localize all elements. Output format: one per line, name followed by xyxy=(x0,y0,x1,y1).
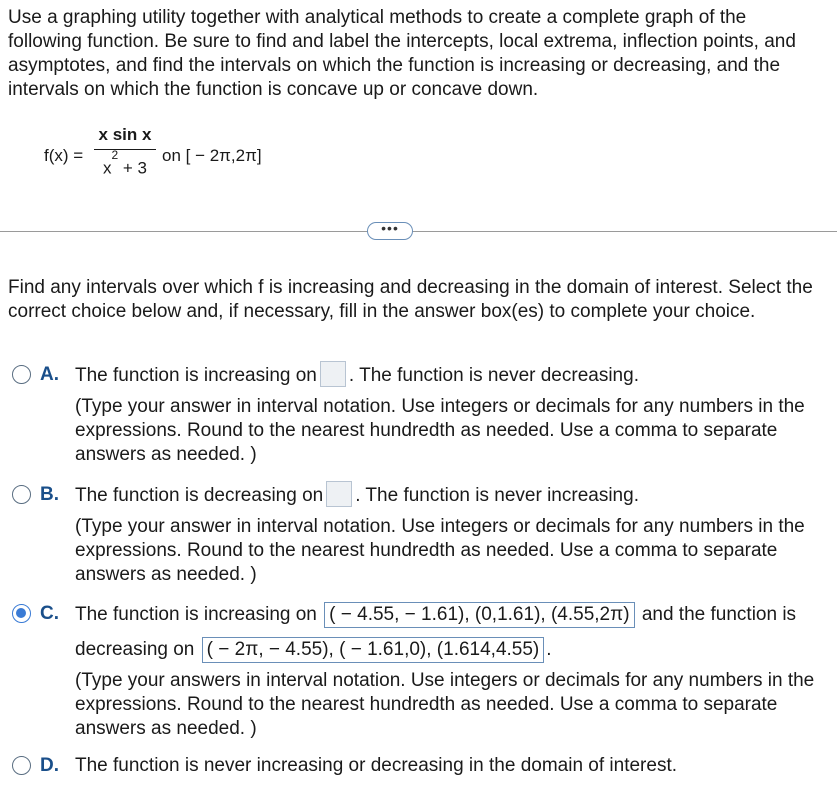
radio-a[interactable] xyxy=(12,365,31,384)
problem-statement: Use a graphing utility together with analytical methods to create a complete graph of the following function. Be sure to find and label the intercepts, local extrema, inflection points, and asymptotes, and find the intervals on which the function is increasing or decreasing, and the intervals on which the function is concave up or concave down. xyxy=(8,7,796,100)
fraction xyxy=(94,124,156,178)
choice-c-after: . xyxy=(546,639,552,660)
choice-b-before: The function is decreasing on xyxy=(75,485,324,507)
increasing-answer-box[interactable]: ( − 4.55, − 1.61), (0,1.61), (4.55,2π) xyxy=(324,602,634,628)
choice-a-hint: (Type your answer in interval notation. Use integers or decimals for any numbers in the expressions. Round to the nearest hundredth as needed. Use a comma to separate answers as needed. ) xyxy=(75,396,805,465)
numerator: x sin x xyxy=(98,125,152,144)
question-text: Find any intervals over which f is increasing and decreasing in the domain of interest. Select the correct choice below and, if necessary, fill in the answer box(es) to complete your choice. xyxy=(8,277,813,322)
denominator-rest: + 3 xyxy=(118,158,148,178)
decreasing-answer-box[interactable]: ( − 2π, − 4.55), ( − 1.61,0), (1.614,4.55) xyxy=(202,637,545,663)
choice-c-line2-before: decreasing on xyxy=(75,639,195,660)
denominator-base: x xyxy=(102,158,112,178)
denominator xyxy=(94,148,156,178)
choice-a-after: . The function is never decreasing. xyxy=(348,365,639,387)
expand-more-button[interactable]: ••• xyxy=(367,222,413,240)
choice-d-letter: D. xyxy=(40,755,59,776)
answer-box-a[interactable] xyxy=(320,361,346,387)
choice-a-letter: A. xyxy=(40,364,59,385)
choice-d-text: The function is never increasing or decreasing in the domain of interest. xyxy=(75,755,677,776)
choice-c-middle: and the function is xyxy=(641,604,797,625)
denominator-exponent: 2 xyxy=(111,148,119,162)
choice-b-after: . The function is never increasing. xyxy=(355,485,639,507)
fraction-bar xyxy=(94,149,156,150)
domain-text: on [ − 2π,2π] xyxy=(162,146,262,165)
choice-b-hint: (Type your answer in interval notation. Use integers or decimals for any numbers in the expressions. Round to the nearest hundredth as needed. Use a comma to separate answers as needed. ) xyxy=(75,516,805,585)
function-label: f(x) = xyxy=(44,146,84,165)
choice-a-before: The function is increasing on xyxy=(75,365,317,387)
radio-b[interactable] xyxy=(12,485,31,504)
choice-c-before: The function is increasing on xyxy=(75,604,317,625)
choice-c-hint: (Type your answers in interval notation. Use integers or decimals for any numbers in the expressions. Round to the nearest hundredth as needed. Use a comma to separate answers as needed. ) xyxy=(75,670,815,739)
answer-box-b[interactable] xyxy=(326,481,352,507)
choice-c-letter: C. xyxy=(40,603,59,624)
section-divider xyxy=(0,231,837,232)
choice-b-letter: B. xyxy=(40,484,59,505)
radio-c[interactable] xyxy=(12,604,31,623)
radio-d[interactable] xyxy=(12,756,31,775)
